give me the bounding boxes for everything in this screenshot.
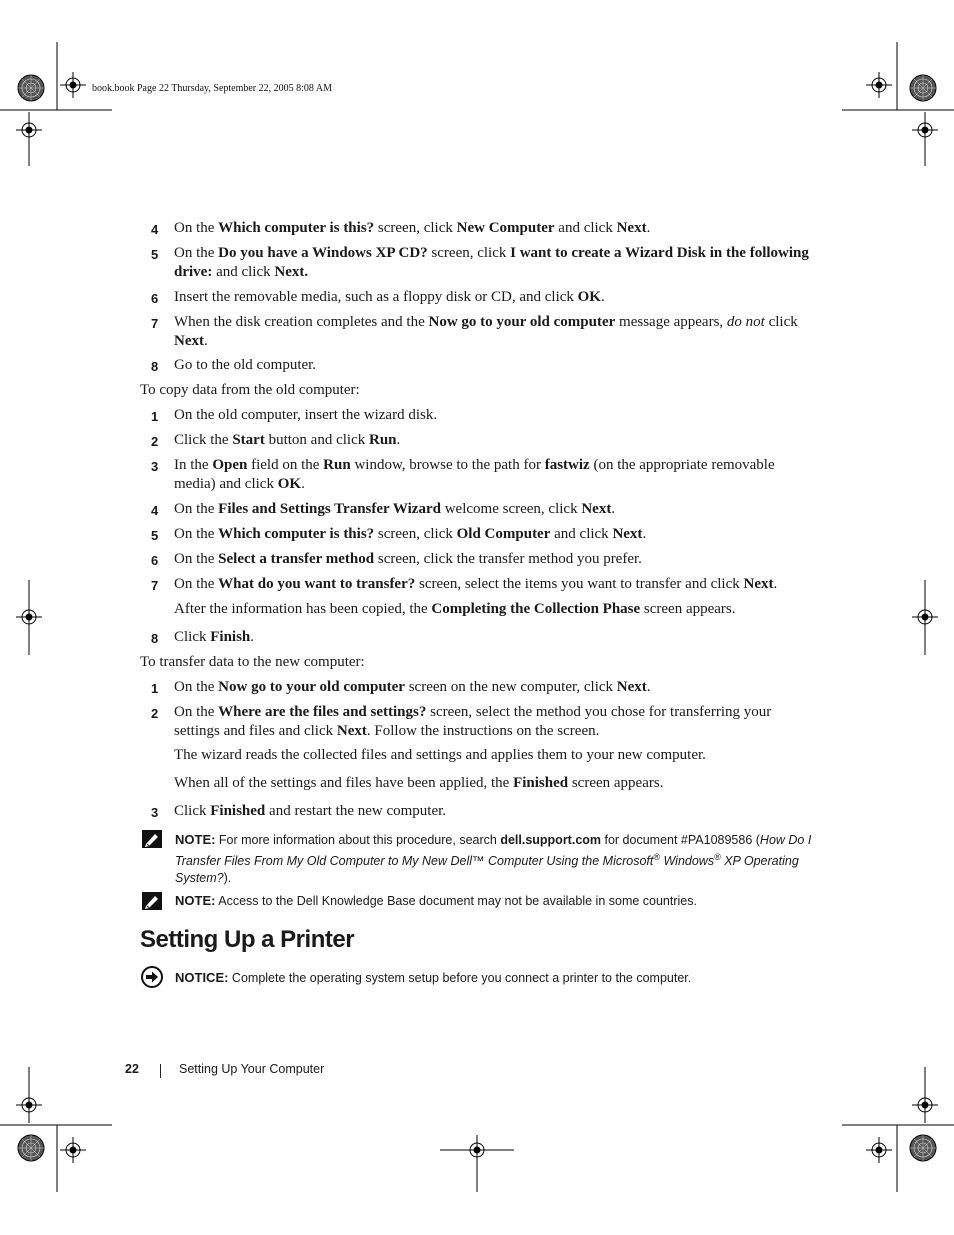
note-callout: NOTE: Access to the Dell Knowledge Base document may not be available in some countries. (175, 893, 697, 908)
list-item: 3 In the Open field on the Run window, browse to the path for fastwiz (on the appropriate removable media) and click OK. (151, 457, 775, 492)
list-item: 8 Click Finish. (151, 629, 255, 646)
registration-mark-icon (60, 1137, 86, 1163)
list-item: 1 On the old computer, insert the wizard disk. (151, 407, 438, 424)
list-item: 8 Go to the old computer. (151, 357, 317, 374)
registration-mark-icon (60, 72, 86, 98)
list-item: 2 Click the Start button and click Run. (151, 432, 401, 449)
list-item: 6 Insert the removable media, such as a floppy disk or CD, and click OK. (151, 289, 605, 306)
registration-mark-icon (910, 75, 936, 101)
footer-chapter-title: Setting Up Your Computer (179, 1062, 325, 1076)
paragraph: To transfer data to the new computer: (140, 654, 365, 670)
footer-divider (160, 1064, 161, 1078)
list-item: 3 Click Finished and restart the new computer. (151, 803, 447, 820)
pencil-note-icon (141, 891, 163, 911)
note-callout: NOTE: For more information about this procedure, search dell.support.com for document #PA1089586 (How Do I Transfer Files From My Old Computer to My New Dell™ Computer Using the Microsoft® Windows® XP Operating System?). (175, 832, 812, 886)
paragraph: The wizard reads the collected files and settings and applies them to your new computer. (174, 747, 706, 763)
registration-mark-icon (910, 1135, 936, 1161)
registration-mark-icon (18, 75, 44, 101)
section-title: Setting Up a Printer (140, 926, 355, 953)
registration-mark-icon (866, 72, 892, 98)
print-header: book.book Page 22 Thursday, September 22, 2005 8:08 AM (92, 83, 332, 94)
list-item: 5 On the Do you have a Windows XP CD? screen, click I want to create a Wizard Disk in the following drive: and click Next. (151, 245, 809, 280)
list-item: 2 On the Where are the files and settings? screen, select the method you chose for transferring your settings and files and click Next. Follow the instructions on the screen. (151, 704, 772, 739)
arrow-notice-icon (141, 966, 163, 988)
paragraph: After the information has been copied, the Completing the Collection Phase screen appears. (174, 601, 736, 617)
list-item: 1 On the Now go to your old computer screen on the new computer, click Next. (151, 679, 651, 696)
list-item: 6 On the Select a transfer method screen, click the transfer method you prefer. (151, 551, 642, 568)
registration-mark-icon (18, 1135, 44, 1161)
page-number: 22 (125, 1062, 139, 1076)
list-item: 4 On the Files and Settings Transfer Wizard welcome screen, click Next. (151, 501, 616, 518)
paragraph: When all of the settings and files have been applied, the Finished screen appears. (174, 775, 664, 791)
list-item: 7 When the disk creation completes and the Now go to your old computer message appears, do not click Next. (151, 314, 798, 349)
registration-mark-icon (866, 1137, 892, 1163)
notice-callout: NOTICE: Complete the operating system setup before you connect a printer to the computer. (175, 970, 692, 985)
pencil-note-icon (141, 829, 163, 849)
list-item: 5 On the Which computer is this? screen, click Old Computer and click Next. (151, 526, 647, 543)
list-item: 7 On the What do you want to transfer? screen, select the items you want to transfer and click Next. (151, 576, 778, 593)
paragraph: To copy data from the old computer: (140, 382, 360, 398)
list-item: 4 On the Which computer is this? screen, click New Computer and click Next. (151, 220, 651, 237)
